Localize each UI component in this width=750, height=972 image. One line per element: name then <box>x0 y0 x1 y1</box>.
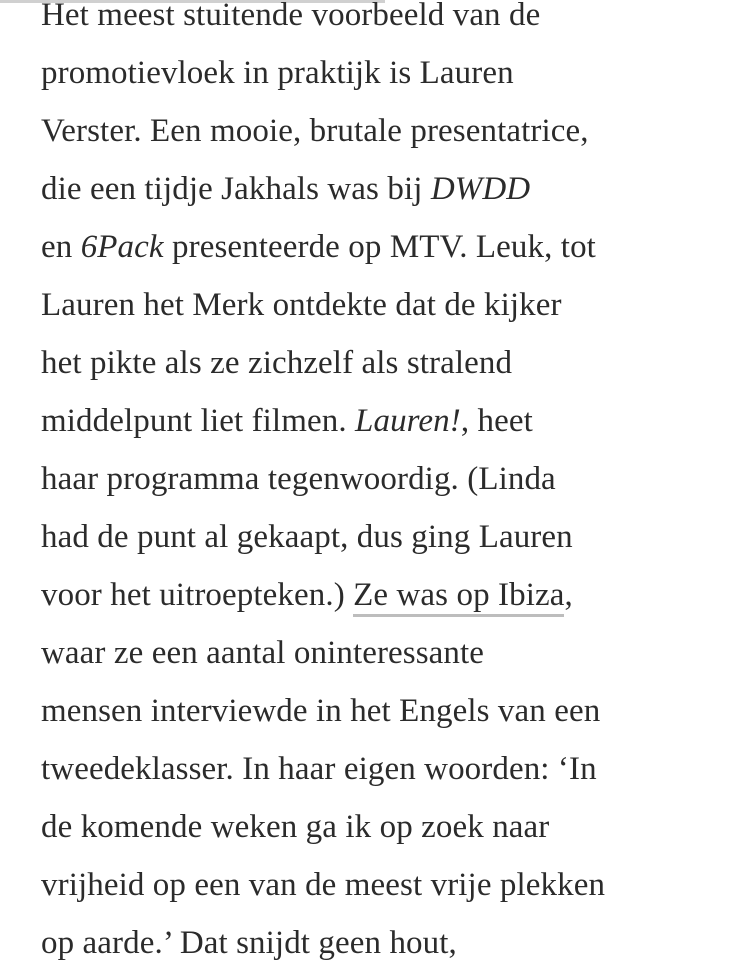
paragraph-line: vrijheid op een van de meest vrije plekken <box>41 867 606 903</box>
paragraph-line: op aarde.’ Dat snijdt geen hout, <box>41 925 457 961</box>
paragraph-line: voor het uitroepteken.) Ze was op Ibiza, <box>41 566 731 624</box>
paragraph-line: tweedeklasser. In haar eigen woorden: ‘In <box>41 751 597 787</box>
paragraph-line: haar programma tegenwoordig. (Linda <box>41 461 556 497</box>
paragraph-line: Verster. Een mooie, brutale presentatrice, <box>41 113 589 149</box>
paragraph-line: die een tijdje Jakhals was bij DWDD <box>41 171 531 207</box>
show-title-dwdd: DWDD <box>430 171 531 207</box>
paragraph-line: Het meest stuitende voorbeeld van de <box>41 0 541 33</box>
paragraph-line: het pikte als ze zichzelf als stralend <box>41 345 513 381</box>
show-title-lauren: Lauren! <box>355 403 461 439</box>
paragraph-line: mensen interviewde in het Engels van een <box>41 693 601 729</box>
show-title-6pack: 6Pack <box>80 229 164 265</box>
paragraph-line: waar ze een aantal oninteressante <box>41 635 485 671</box>
paragraph-line: promotievloek in praktijk is Lauren <box>41 55 514 91</box>
paragraph-line: en 6Pack presenteerde op MTV. Leuk, tot <box>41 229 596 265</box>
paragraph-line: Lauren het Merk ontdekte dat de kijker <box>41 287 562 323</box>
ibiza-link[interactable]: Ze was op Ibiza <box>353 577 564 617</box>
paragraph-line: had de punt al gekaapt, dus ging Lauren <box>41 519 573 555</box>
article-body <box>41 0 731 972</box>
paragraph-line: middelpunt liet filmen. Lauren!, heet <box>41 403 533 439</box>
paragraph-line: de komende weken ga ik op zoek naar <box>41 809 550 845</box>
